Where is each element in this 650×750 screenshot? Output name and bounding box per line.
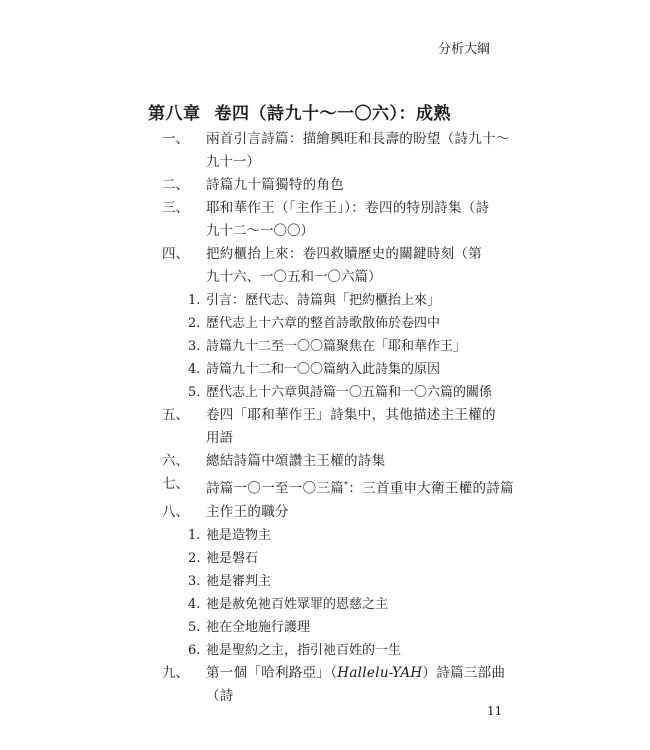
item-text: 總結詩篇中頌讚主王權的詩集 bbox=[206, 453, 386, 469]
subitem-text: 歷代志上十六章與詩篇一〇五篇和一〇六篇的關係 bbox=[206, 385, 493, 400]
subitem-marker: 3. bbox=[188, 573, 201, 589]
outline-subitem bbox=[148, 381, 520, 404]
subitem-text: 祂是聖約之主，指引祂百姓的一生 bbox=[206, 642, 402, 658]
outline-subitem bbox=[148, 524, 520, 547]
outline-subitem bbox=[148, 593, 520, 616]
item-text-continued: 九十六、一〇五和一〇六篇） bbox=[206, 269, 382, 285]
subitem-marker: 2. bbox=[188, 550, 201, 566]
running-header: 分析大綱 bbox=[437, 42, 490, 57]
subitem-marker: 3. bbox=[188, 339, 201, 354]
item-text-part: ）詩篇三部曲（詩 bbox=[206, 664, 506, 704]
subitem-marker: 5. bbox=[188, 385, 201, 400]
subitem-text: 詩篇九十二至一〇〇篇聚焦在「耶和華作王」 bbox=[206, 339, 467, 354]
item-text-continued: 九十二～一〇〇） bbox=[206, 223, 314, 239]
item-marker: 五、 bbox=[162, 407, 189, 423]
item-text bbox=[206, 662, 520, 708]
item-text-continued: 用語 bbox=[206, 430, 233, 446]
item-text: 耶和華作王（「主作王」）：卷四的特別詩集（詩 bbox=[206, 200, 490, 216]
subitem-marker: 5. bbox=[188, 619, 201, 635]
footnote-mark: * bbox=[344, 480, 349, 489]
outline-subitem bbox=[148, 570, 520, 593]
item-text bbox=[206, 473, 520, 501]
chapter-heading bbox=[148, 99, 451, 124]
page-number: 11 bbox=[487, 704, 503, 718]
outline-subitem bbox=[148, 358, 520, 381]
outline-subitem bbox=[148, 312, 520, 335]
italic-term: Hallelu-YAH bbox=[337, 664, 423, 681]
subitem-text: 祂在全地施行護理 bbox=[206, 619, 311, 635]
chapter-number: 第八章 bbox=[148, 104, 201, 124]
item-text: 詩篇九十篇獨特的角色 bbox=[206, 177, 344, 193]
outline-item bbox=[148, 662, 520, 708]
outline-item bbox=[148, 404, 520, 450]
subitem-text: 祂是審判主 bbox=[206, 573, 272, 589]
outline-item bbox=[148, 450, 520, 473]
item-text: 主作王的職分 bbox=[206, 503, 289, 520]
item-marker: 七、 bbox=[162, 476, 189, 492]
item-marker: 四、 bbox=[162, 246, 189, 262]
subitem-marker: 6. bbox=[188, 642, 201, 658]
outline-item bbox=[148, 243, 520, 289]
outline-subitem bbox=[148, 616, 520, 639]
subitem-text: 祂是造物主 bbox=[206, 527, 272, 543]
subitem-marker: 1. bbox=[188, 293, 201, 308]
item-text: 卷四「耶和華作王」詩集中，其他描述主王權的 bbox=[206, 407, 496, 423]
subitem-text: 祂是磐石 bbox=[206, 550, 259, 566]
subitem-marker: 4. bbox=[188, 362, 201, 377]
subitem-marker: 1. bbox=[188, 527, 201, 543]
subitem-text: 祂是赦免祂百姓眾罪的恩慈之主 bbox=[206, 596, 389, 612]
outline-item bbox=[148, 473, 520, 501]
item-text: 兩首引言詩篇：描繪興旺和長壽的盼望（詩九十～ bbox=[206, 131, 510, 147]
outline-item bbox=[148, 197, 520, 243]
subitem-text: 詩篇九十二和一〇〇篇納入此詩集的原因 bbox=[206, 362, 441, 377]
item-text-part: 第一個「哈利路亞」（ bbox=[206, 664, 338, 681]
item-marker: 八、 bbox=[162, 503, 189, 520]
item-marker: 九、 bbox=[162, 664, 189, 681]
outline-subitem bbox=[148, 639, 520, 662]
item-text-continued: 九十一） bbox=[206, 154, 260, 170]
outline-subitem bbox=[148, 335, 520, 358]
item-text: 把約櫃抬上來：卷四救贖歷史的關鍵時刻（第 bbox=[206, 246, 482, 262]
chapter-title-text: 卷四（詩九十～一〇六）：成熟 bbox=[214, 104, 451, 124]
subitem-marker: 2. bbox=[188, 316, 201, 331]
outline-list bbox=[148, 128, 520, 708]
item-marker: 二、 bbox=[162, 177, 189, 193]
item-text-part: ：三首重申大衛王權的詩篇 bbox=[348, 480, 514, 497]
item-marker: 三、 bbox=[162, 200, 189, 216]
subitem-marker: 4. bbox=[188, 596, 201, 612]
outline-item bbox=[148, 128, 520, 174]
item-marker: 六、 bbox=[162, 453, 189, 469]
item-text-part: 詩篇一〇一至一〇三篇 bbox=[206, 480, 344, 497]
subitem-text: 歷代志上十六章的整首詩歌散佈於卷四中 bbox=[206, 316, 441, 331]
outline-subitem bbox=[148, 547, 520, 570]
item-marker: 一、 bbox=[162, 131, 189, 147]
outline-item bbox=[148, 174, 520, 197]
outline-subitem bbox=[148, 289, 520, 312]
outline-item bbox=[148, 501, 520, 524]
subitem-text: 引言：歷代志、詩篇與「把約櫃抬上來」 bbox=[206, 293, 441, 308]
